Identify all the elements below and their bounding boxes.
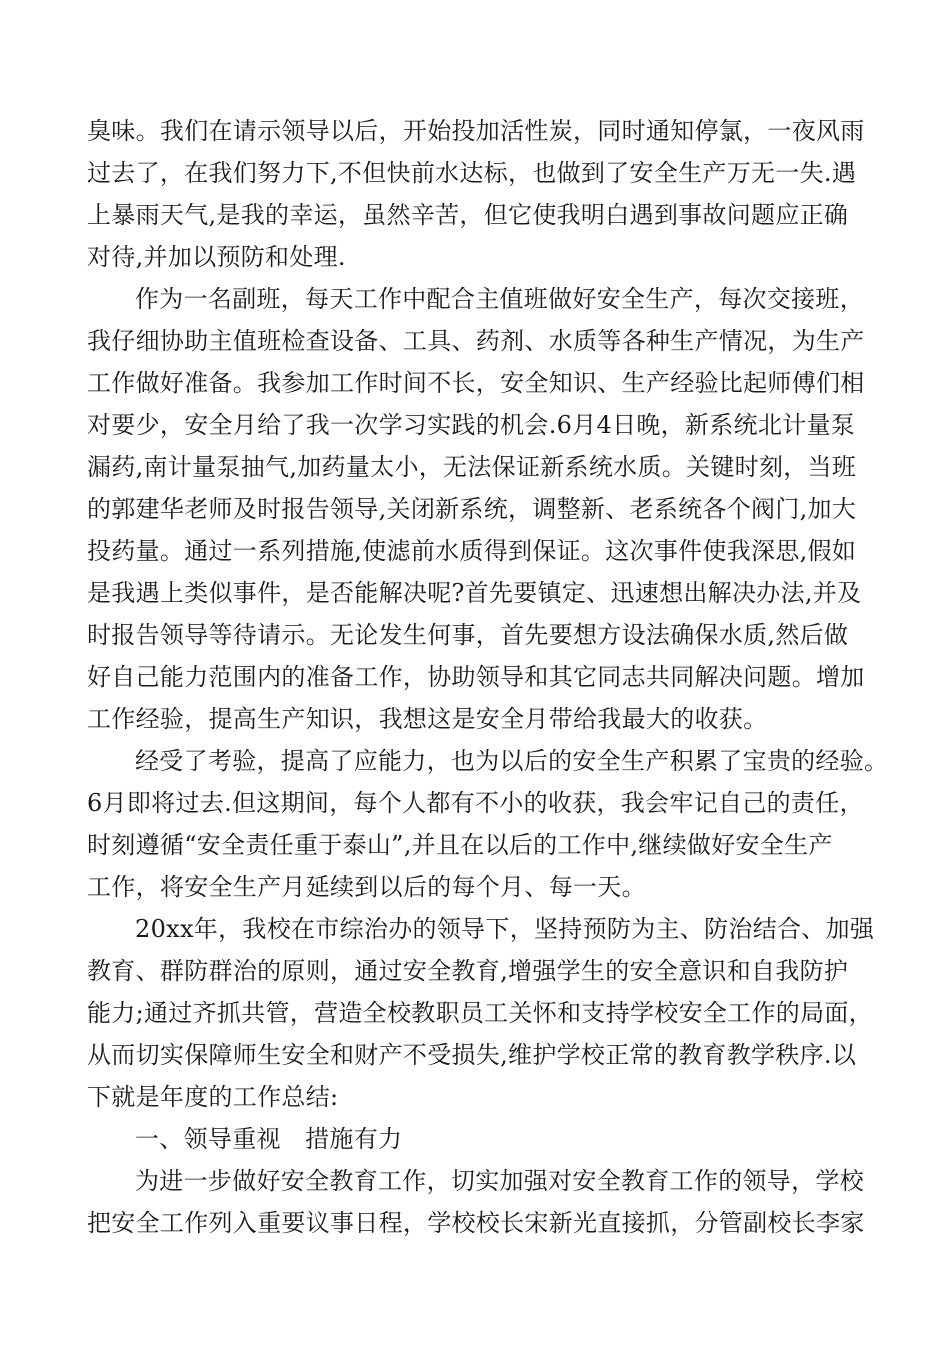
text-line: 漏药,南计量泵抽气,加药量太小，无法保证新系统水质。关键时刻，当班	[87, 453, 857, 481]
text-line: 上暴雨天气,是我的幸运，虽然辛苦，但它使我明白遇到事故问题应正确	[87, 201, 849, 229]
text-line: 6月即将过去.但这期间，每个人都有不小的收获，我会牢记自己的责任，	[87, 789, 864, 817]
text-line: 好自己能力范围内的准备工作，协助领导和其它同志共同解决问题。增加	[87, 663, 865, 691]
text-line: 我仔细协助主值班检查设备、工具、药剂、水质等各种生产情况，为生产	[87, 327, 865, 355]
text-line: 对要少，安全月给了我一次学习实践的机会.6月4日晚，新系统北计量泵	[87, 411, 856, 439]
text-line: 是我遇上类似事件，是否能解决呢?首先要镇定、迅速想出解决办法,并及	[87, 579, 862, 607]
text-line: 能力;通过齐抓共管，营造全校教职员工关怀和支持学校安全工作的局面，	[87, 999, 873, 1027]
text-line: 的郭建华老师及时报告领导,关闭新系统，调整新、老系统各个阀门,加大	[87, 495, 857, 523]
text-line: 下就是年度的工作总结:	[87, 1083, 339, 1111]
text-line: 工作做好准备。我参加工作时间不长，安全知识、生产经验比起师傅们相	[87, 369, 865, 397]
text-line: 时报告领导等待请示。无论发生何事，首先要想方设法确保水质,然后做	[87, 621, 849, 649]
text-line: 投药量。通过一系列措施,使滤前水质得到保证。这次事件使我深思,假如	[87, 537, 857, 565]
text-line: 把安全工作列入重要议事日程，学校校长宋新光直接抓，分管副校长李家	[87, 1209, 865, 1237]
paragraph-start-line: 为进一步做好安全教育工作，切实加强对安全教育工作的领导，学校	[135, 1167, 864, 1195]
text-line: 时刻遵循“安全责任重于泰山”,并且在以后的工作中,继续做好安全生产	[87, 831, 833, 859]
text-line: 教育、群防群治的原则，通过安全教育,增强学生的安全意识和自我防护	[87, 957, 849, 985]
text-line: 工作，将安全生产月延续到以后的每个月、每一天。	[87, 873, 646, 901]
paragraph-start-line: 20xx年，我校在市综治办的领导下，坚持预防为主、防治结合、加强	[135, 915, 875, 943]
text-line: 臭味。我们在请示领导以后，开始投加活性炭，同时通知停氯，一夜风雨	[87, 117, 865, 145]
paragraph-start-line: 经受了考验，提高了应能力，也为以后的安全生产积累了宝贵的经验。	[135, 747, 889, 775]
text-line: 对待,并加以预防和处理.	[87, 243, 346, 271]
section-heading: 一、领导重视 措施有力	[135, 1125, 403, 1153]
paragraph-start-line: 作为一名副班，每天工作中配合主值班做好安全生产，每次交接班，	[135, 285, 864, 313]
text-line: 从而切实保障师生安全和财产不受损失,维护学校正常的教育教学秩序.以	[87, 1041, 857, 1069]
text-line: 工作经验，提高生产知识，我想这是安全月带给我最大的收获。	[87, 705, 768, 733]
text-line: 过去了，在我们努力下,不但快前水达标，也做到了安全生产万无一失.遇	[87, 159, 857, 187]
